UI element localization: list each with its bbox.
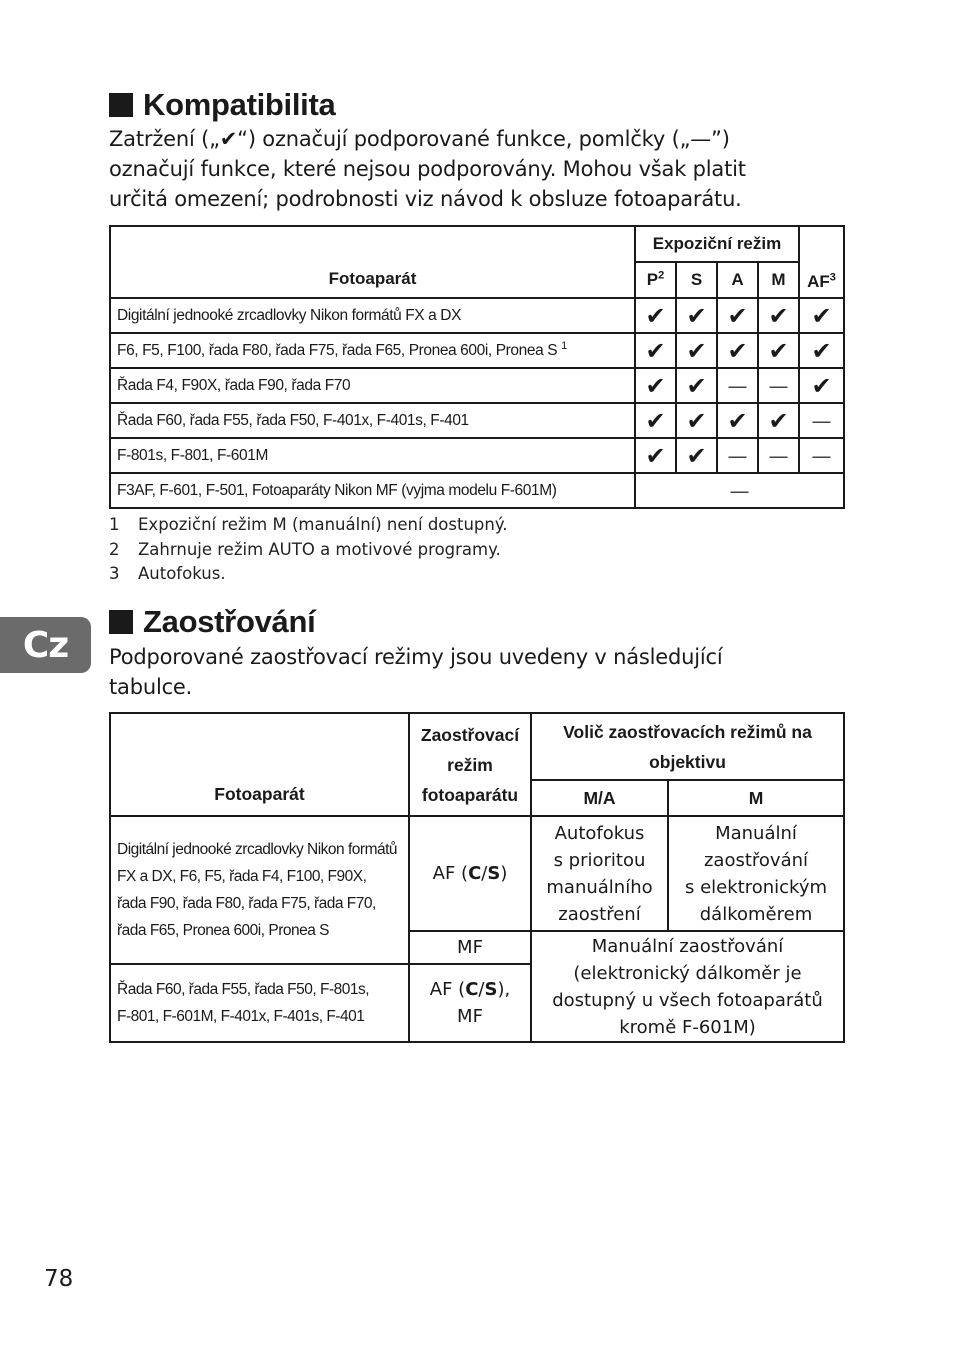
focus-mf: MF — [409, 931, 531, 964]
supported-check-icon: ✔ — [758, 403, 799, 438]
focus-header-camera: Fotoaparát — [110, 713, 409, 816]
supported-check-icon: ✔ — [758, 333, 799, 368]
compat-header-p: $P^2$ — [635, 262, 676, 298]
supported-check-icon: ✔ — [676, 438, 717, 473]
compat-header-camera: Fotoaparát — [110, 226, 635, 298]
supported-check-icon: ✔ — [676, 403, 717, 438]
focus-section-title: Zaostřování — [109, 605, 315, 639]
focus-group1-camera: Digitální jednooké zrcadlovky Nikon formátů FX a DX, F6, F5, řada F4, F100, F90X, řada F90, řada F80, řada F75, řada F70, řada F65, Pronea 600i, Pronea S — [110, 816, 409, 964]
supported-check-icon: ✔ — [635, 368, 676, 403]
compat-header-exposure: Expoziční režim — [635, 226, 799, 262]
supported-check-icon: ✔ — [635, 403, 676, 438]
supported-check-icon: ✔ — [799, 333, 844, 368]
compat-table — [109, 225, 845, 509]
compat-section-title: Kompatibilita — [109, 88, 335, 122]
supported-check-icon: ✔ — [717, 298, 758, 333]
compat-body — [110, 298, 844, 473]
supported-check-icon: ✔ — [635, 438, 676, 473]
footnote: 2 Zahrnuje režim AUTO a motivové programy. — [109, 539, 501, 559]
focus-intro: Podporované zaostřovací režimy jsou uvedeny v následující tabulce. — [109, 645, 723, 699]
supported-check-icon: ✔ — [676, 368, 717, 403]
compat-row-camera: F-801s, F-801, F-601M — [110, 438, 635, 473]
focus-m-text: Manuální zaostřování s elektronickým dálkoměrem — [668, 816, 844, 931]
unsupported-dash: — — [717, 368, 758, 403]
unsupported-dash: — — [799, 403, 844, 438]
compat-header-a: A — [717, 262, 758, 298]
focus-ma-text: Autofokus s prioritou manuálního zaostření — [531, 816, 668, 931]
supported-check-icon: ✔ — [676, 333, 717, 368]
focus-header-cam-mode: Zaostřovací režim fotoaparátu — [409, 713, 531, 816]
unsupported-dash: — — [717, 438, 758, 473]
supported-check-icon: ✔ — [676, 298, 717, 333]
supported-check-icon: ✔ — [635, 298, 676, 333]
unsupported-dash: — — [758, 438, 799, 473]
compat-header-s: S — [676, 262, 717, 298]
section-square-icon — [109, 93, 133, 117]
page-number: 78 — [44, 1266, 74, 1292]
compat-row — [110, 368, 844, 403]
section-square-icon — [109, 610, 133, 634]
compat-row-camera: Řada F60, řada F55, řada F50, F-401x, F-401s, F-401 — [110, 403, 635, 438]
compat-intro: Zatržení („✔“) označují podporované funkce, pomlčky („—”) označují funkce, které nejsou podporovány. Mohou však platit určitá omezení; podrobnosti viz návod k obsluze fotoaparátu. — [109, 127, 746, 211]
compat-last-camera: F3AF, F-601, F-501, Fotoaparáty Nikon MF (vyjma modelu F-601M) — [110, 473, 635, 508]
supported-check-icon: ✔ — [799, 368, 844, 403]
compat-last-mark: — — [635, 473, 844, 508]
compat-header-m: M — [758, 262, 799, 298]
supported-check-icon: ✔ — [635, 333, 676, 368]
compat-row — [110, 298, 844, 333]
compat-row — [110, 333, 844, 368]
unsupported-dash: — — [758, 368, 799, 403]
focus-af-cs-mf: AF (C/S), MF — [409, 964, 531, 1042]
supported-check-icon: ✔ — [717, 333, 758, 368]
supported-check-icon: ✔ — [758, 298, 799, 333]
focus-header-m: M — [668, 780, 844, 816]
compat-row — [110, 438, 844, 473]
compat-row — [110, 403, 844, 438]
footnote: 1 Expoziční režim M (manuální) není dostupný. — [109, 515, 508, 534]
focus-af-cs: AF (C/S) — [409, 816, 531, 931]
focus-header-lens: Volič zaostřovacích režimů na objektivu — [531, 713, 844, 780]
language-tab: Cz — [0, 617, 91, 673]
focus-group2-camera: Řada F60, řada F55, řada F50, F-801s, F-801, F-601M, F-401x, F-401s, F-401 — [110, 964, 409, 1042]
compat-row-camera: Řada F4, F90X, řada F90, řada F70 — [110, 368, 635, 403]
footnote: 3 Autofokus. — [109, 564, 226, 583]
compat-row-camera: F6, F5, F100, řada F80, řada F75, řada F65, Pronea 600i, Pronea S $^1$ — [110, 333, 635, 368]
focus-header-ma: M/A — [531, 780, 668, 816]
compat-footnotes — [109, 513, 508, 587]
compat-row-camera: Digitální jednooké zrcadlovky Nikon formátů FX a DX — [110, 298, 635, 333]
supported-check-icon: ✔ — [717, 403, 758, 438]
focus-mf-text: Manuální zaostřování (elektronický dálkoměr je dostupný u všech fotoaparátů kromě F-601M) — [531, 931, 844, 1042]
focus-table — [109, 712, 845, 1043]
unsupported-dash: — — [799, 438, 844, 473]
compat-header-af: $AF^3$ — [799, 226, 844, 298]
supported-check-icon: ✔ — [799, 298, 844, 333]
